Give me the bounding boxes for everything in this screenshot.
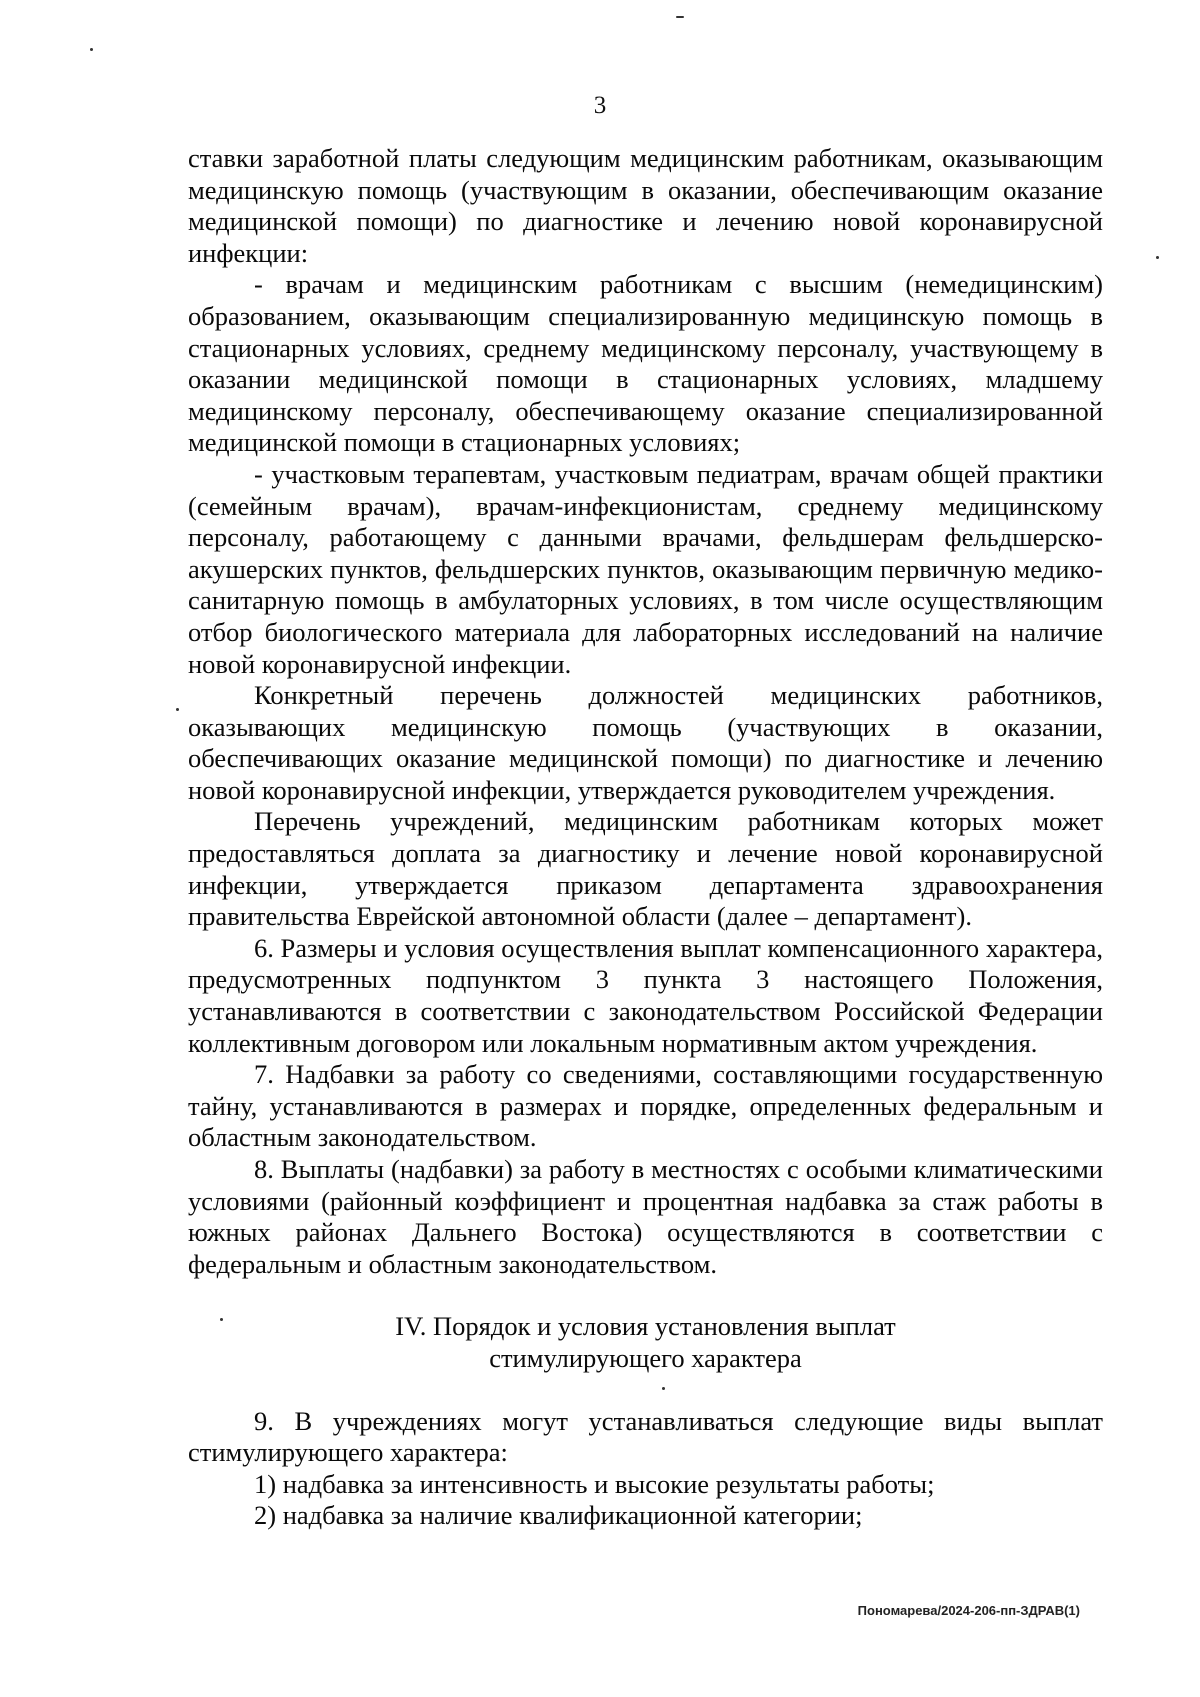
list-item: - участковым терапевтам, участковым педиатрам, врачам общей практики (семейным врачам), врачам-инфекционистам, среднему медицинскому персоналу, работающему с данными врачами, фельдшерам фельдшерско-акушерских пунктов, фельдшерских пунктов, оказывающим первичную медико-санитарную помощь в амбулаторных условиях, в том числе осуществляющим отбор биологического материала для лабораторных исследований на наличие новой коронавирусной инфекции. [188,458,1103,679]
scan-speck [90,48,93,51]
document-footer-code: Пономарева/2024-206-пп-ЗДРАВ(1) [857,1603,1080,1618]
section-heading [188,1311,1103,1374]
list-item: 1) надбавка за интенсивность и высокие результаты работы; [254,1468,935,1499]
paragraph: Перечень учреждений, медицинским работникам которых может предоставляться доплата за диагностику и лечение новой коронавирусной инфекции, утверждается приказом департамента здравоохранения правительства Еврейской автономной области (далее – департамент). [188,806,1103,932]
list-item: 2) надбавка за наличие квалификационной категории; [254,1500,863,1531]
scan-speck [220,1318,223,1321]
document-body [188,143,1103,1532]
paragraph-item-6: 6. Размеры и условия осуществления выплат компенсационного характера, предусмотренных подпунктом 3 пункта 3 настоящего Положения, устанавливаются в соответствии с законодательством Российской Федерации коллективным договором или локальным нормативным актом учреждения. [188,932,1103,1058]
paragraph: ставки заработной платы следующим медицинским работникам, оказывающим медицинскую помощь (участвующим в оказании, обеспечивающим оказание медицинской помощи) по диагностике и лечению новой коронавирусной инфекции: [188,143,1103,268]
paragraph-item-8: 8. Выплаты (надбавки) за работу в местностях с особыми климатическими условиями (районный коэффициент и процентная надбавка за стаж работы в южных районах Дальнего Востока) осуществляются в соответствии с федеральным и областным законодательством. [188,1154,1103,1279]
page-number: 3 [593,92,607,119]
section-heading-line-1: IV. Порядок и условия установления выплат [395,1311,896,1342]
scan-speck [662,1387,665,1390]
scan-speck [676,16,684,18]
list-item: - врачам и медицинским работникам с высшим (немедицинским) образованием, оказывающим специализированную медицинскую помощь в стационарных условиях, среднему медицинскому персоналу, участвующему в оказании медицинской помощи в стационарных условиях, младшему медицинскому персоналу, обеспечивающему оказание специализированной медицинской помощи в стационарных условиях; [188,269,1103,458]
paragraph-item-7: 7. Надбавки за работу со сведениями, составляющими государственную тайну, устанавливаются в размерах и порядке, определенных федеральным и областным законодательством. [188,1059,1103,1153]
scan-speck [1156,256,1159,259]
section-heading-line-2: стимулирующего характера [489,1342,802,1373]
paragraph: Конкретный перечень должностей медицинских работников, оказывающих медицинскую помощь (участвующих в оказании, обеспечивающих оказание медицинской помощи) по диагностике и лечению новой коронавирусной инфекции, утверждается руководителем учреждения. [188,680,1103,805]
scan-speck [176,708,179,711]
paragraph-item-9: 9. В учреждениях могут устанавливаться следующие виды выплат стимулирующего характера: [188,1405,1103,1468]
